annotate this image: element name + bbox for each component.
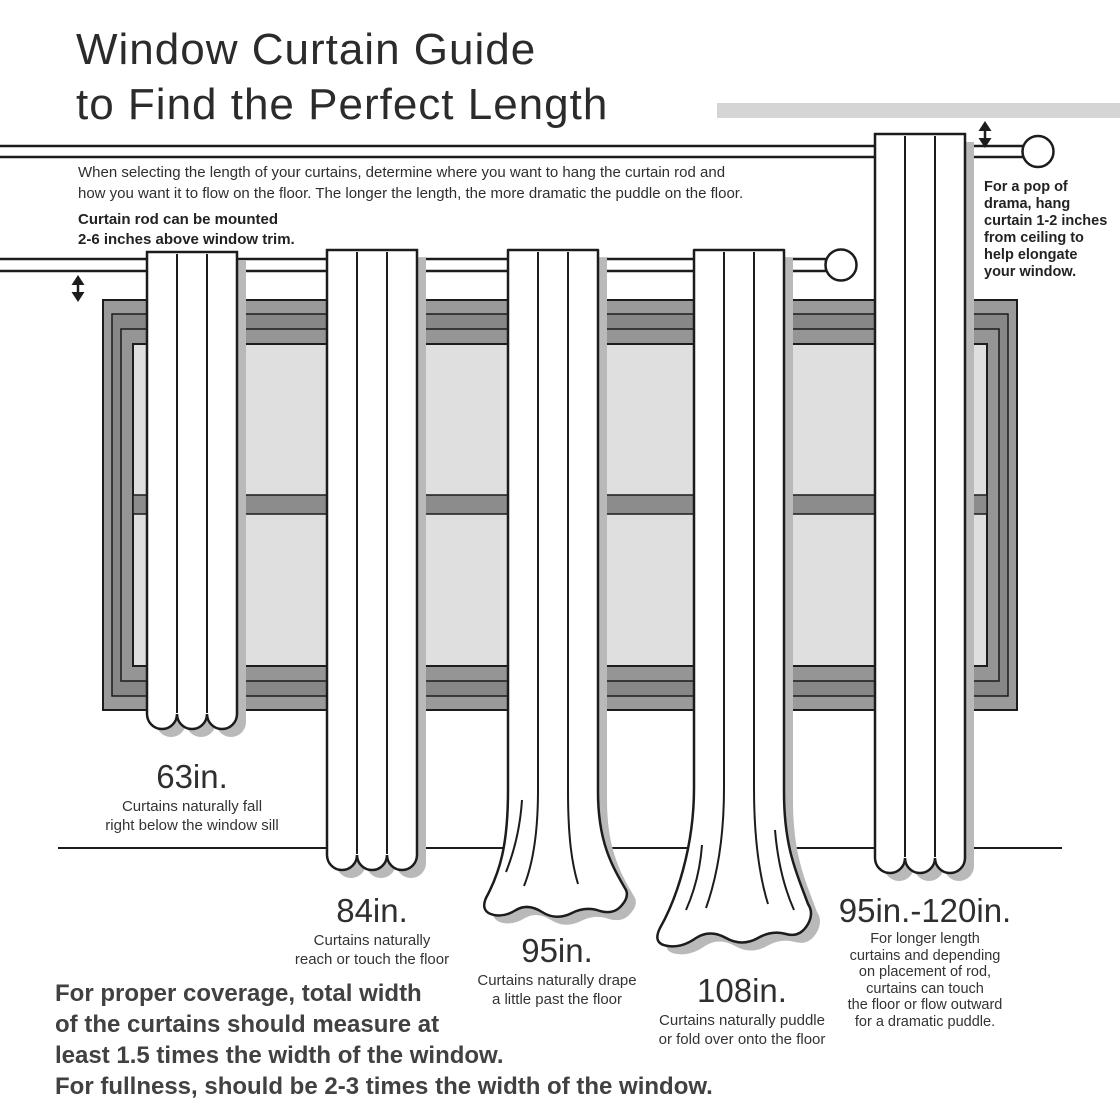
ceiling-note-line: your window. <box>984 264 1077 280</box>
coverage-line: For fullness, should be 2-3 times the width of the window. <box>55 1073 713 1100</box>
curtain-95-120in-shape <box>875 134 974 881</box>
curtain-63in-shape <box>147 252 246 737</box>
title-line: Window Curtain Guide <box>76 25 537 74</box>
curtain-desc-line: on placement of rod, <box>858 964 992 980</box>
curtain-length: 108in. <box>697 972 787 1009</box>
ceiling-note-line: curtain 1-2 inches <box>984 213 1108 229</box>
ceiling-gap-arrow-icon <box>979 121 992 148</box>
curtain-length: 95in.-120in. <box>838 892 1012 929</box>
curtain-desc-line: Curtains naturally puddle <box>659 1012 825 1029</box>
curtain-desc-line: For longer length <box>870 931 980 947</box>
label-84in <box>272 891 472 969</box>
ceiling-note-line: For a pop of <box>984 179 1068 195</box>
ceiling-note-line: from ceiling to <box>984 230 1084 246</box>
curtain-desc-line: Curtains naturally drape <box>477 972 637 989</box>
intro-text <box>78 162 743 204</box>
curtain-desc-line: reach or touch the floor <box>294 951 450 968</box>
label-95-120in <box>813 891 1037 1030</box>
coverage-line: of the curtains should measure at <box>55 1011 440 1038</box>
mount-height-arrow-icon <box>72 275 85 302</box>
curtain-length: 95in. <box>521 932 593 969</box>
title-line: to Find the Perfect Length <box>76 80 609 129</box>
curtain-desc-line: curtains and depending <box>849 947 1001 964</box>
curtain-84in-shape <box>327 250 426 878</box>
page-title <box>76 22 608 132</box>
rod-note-line: Curtain rod can be mounted <box>78 211 279 228</box>
curtain-length: 63in. <box>156 758 228 795</box>
curtain-desc-line: the floor or flow outward <box>847 997 1003 1013</box>
ceiling-note-line: help elongate <box>984 247 1078 263</box>
rod-note-line: 2-6 inches above window trim. <box>78 231 295 248</box>
rod-mount-note <box>78 210 295 250</box>
rod-finial <box>1023 136 1054 167</box>
ceiling-note-line: drama, hang <box>984 196 1071 212</box>
curtain-desc-line: for a dramatic puddle. <box>854 1013 996 1030</box>
intro-line: how you want it to flow on the floor. The longer the length, the more dramatic the puddle on the floor. <box>78 185 744 202</box>
curtain-desc-line: Curtains naturally <box>313 932 431 949</box>
ceiling-drama-note <box>984 179 1120 281</box>
coverage-line: least 1.5 times the width of the window. <box>55 1042 504 1069</box>
label-63in <box>92 757 292 835</box>
curtain-desc-line: curtains can touch <box>866 980 984 997</box>
curtain-length: 84in. <box>336 892 408 929</box>
curtain-desc-line: right below the window sill <box>105 817 279 834</box>
ceiling-bar <box>717 103 1120 118</box>
coverage-note <box>55 978 713 1102</box>
rod-finial <box>826 250 857 281</box>
coverage-line: For proper coverage, total width <box>55 980 422 1007</box>
curtain-desc-line: or fold over onto the floor <box>658 1031 826 1048</box>
curtain-desc-line: a little past the floor <box>491 991 623 1008</box>
curtain-desc-line: Curtains naturally fall <box>121 798 263 815</box>
intro-line: When selecting the length of your curtains, determine where you want to hang the curtain rod and <box>78 164 726 181</box>
